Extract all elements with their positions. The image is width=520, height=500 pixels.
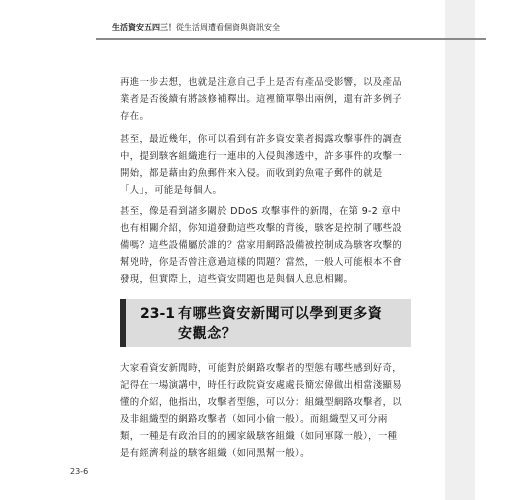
- paragraph-1: 再進一步去想，也就是注意自己手上是否有產品受影響，以及產品業者是否後續有將該修補釋出。這裡簡單舉出兩例，還有許多例子存在。: [120, 77, 403, 122]
- section-title-line-2: 安觀念？: [178, 326, 237, 342]
- page-number: 23-6: [70, 467, 89, 476]
- section-title-line-1: 有哪些資安新聞可以學到更多資: [178, 306, 383, 322]
- book-title: 生活資安五四三！: [112, 23, 176, 32]
- paragraph-4: 大家看資安新聞時，可能對於網路攻擊者的型態有哪些感到好奇，記得在一場演講中，時任行政院資安處處長簡宏偉做出相當淺顯易懂的介紹，他指出，攻擊者型態，可以分：組織型網路攻擊者，以及非組織型的網路攻擊者（如同小偷一般）。而組織型又可分兩類，一種是有政治目的的國家級駭客組織（如同軍隊一般），一種是有經濟利益的駭客組織（如同黑幫一般）。: [120, 363, 403, 459]
- running-header: [96, 20, 486, 44]
- running-header-text: [112, 22, 280, 34]
- paragraph-2: 甚至，最近幾年，你可以看到有許多資安業者揭露攻擊事件的調查中，提到駭客組織進行一連串的入侵與滲透中，許多事件的攻擊一開始，都是藉由釣魚郵件來入侵。而收到釣魚電子郵件的就是「人」，可能是每個人。: [120, 134, 403, 196]
- paragraph-3: 甚至，像是看到諸多關於 DDoS 攻擊事件的新聞，在第 9-2 章中也有相關介紹，你知道發動這些攻擊的背後，駭客是控制了哪些設備嗎？這些設備屬於誰的？當家用網路設備被控制成為駭客攻擊的幫兇時，你是否曾注意過這樣的問題？當然，一般人可能根本不會發現，但實際上，這些資安問題也是與個人息息相關。: [120, 206, 403, 285]
- book-subtitle: 從生活周遭看個資與資訊安全: [176, 23, 280, 32]
- section-heading: [120, 299, 411, 347]
- header-rule: [96, 38, 486, 40]
- page-side-tab: [445, 0, 475, 500]
- section-number: 23-1: [140, 306, 176, 322]
- section-title: [178, 304, 383, 344]
